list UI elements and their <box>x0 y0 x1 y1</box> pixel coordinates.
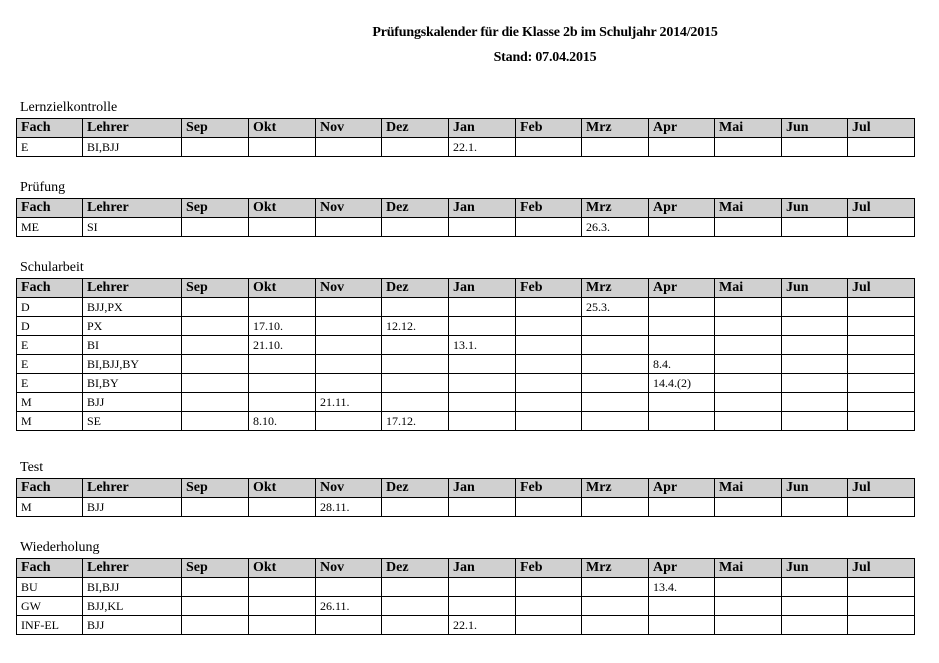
date-cell <box>382 393 449 412</box>
date-cell <box>782 336 848 355</box>
subject-cell: E <box>17 374 83 393</box>
date-cell <box>715 412 782 431</box>
column-header: Fach <box>17 479 83 498</box>
date-cell <box>782 355 848 374</box>
column-header: Jan <box>449 199 516 218</box>
date-cell <box>848 218 915 237</box>
date-cell <box>382 616 449 635</box>
date-cell <box>449 393 516 412</box>
date-cell: 12.12. <box>382 317 449 336</box>
column-header: Nov <box>316 559 382 578</box>
date-cell <box>449 597 516 616</box>
date-cell <box>649 298 715 317</box>
date-cell <box>582 355 649 374</box>
date-cell <box>848 336 915 355</box>
column-header: Fach <box>17 119 83 138</box>
date-cell <box>316 138 382 157</box>
date-cell <box>782 298 848 317</box>
date-cell <box>182 498 249 517</box>
table-row <box>17 298 915 317</box>
date-cell <box>382 578 449 597</box>
column-header: Apr <box>649 559 715 578</box>
column-header: Lehrer <box>83 559 182 578</box>
table-row <box>17 374 915 393</box>
column-header: Apr <box>649 119 715 138</box>
date-cell <box>715 336 782 355</box>
date-cell <box>182 218 249 237</box>
date-cell: 8.10. <box>249 412 316 431</box>
date-cell <box>848 298 915 317</box>
date-cell <box>715 298 782 317</box>
date-cell <box>649 616 715 635</box>
column-header: Okt <box>249 559 316 578</box>
column-header: Mai <box>715 559 782 578</box>
column-header: Nov <box>316 479 382 498</box>
column-header: Mai <box>715 479 782 498</box>
date-cell <box>182 393 249 412</box>
date-cell: 21.11. <box>316 393 382 412</box>
date-cell <box>249 616 316 635</box>
section-label: Prüfung <box>20 180 66 195</box>
subject-cell: GW <box>17 597 83 616</box>
column-header: Mrz <box>582 199 649 218</box>
column-header: Jan <box>449 559 516 578</box>
column-header: Lehrer <box>83 199 182 218</box>
column-header: Sep <box>182 479 249 498</box>
date-cell <box>249 138 316 157</box>
column-header: Feb <box>516 559 582 578</box>
column-header: Dez <box>382 119 449 138</box>
date-cell <box>316 218 382 237</box>
date-cell <box>316 374 382 393</box>
date-cell <box>249 218 316 237</box>
table-row <box>17 597 915 616</box>
teacher-cell: SI <box>83 218 182 237</box>
exam-table <box>16 478 915 517</box>
table-header-row <box>17 119 915 138</box>
date-cell <box>582 616 649 635</box>
date-cell <box>382 355 449 374</box>
date-cell: 22.1. <box>449 138 516 157</box>
column-header: Jul <box>848 199 915 218</box>
teacher-cell: BJJ,PX <box>83 298 182 317</box>
teacher-cell: BI,BJJ,BY <box>83 355 182 374</box>
date-cell <box>848 498 915 517</box>
date-cell <box>182 138 249 157</box>
column-header: Lehrer <box>83 279 182 298</box>
date-cell <box>848 317 915 336</box>
date-cell <box>516 498 582 517</box>
date-cell: 14.4.(2) <box>649 374 715 393</box>
column-header: Feb <box>516 199 582 218</box>
teacher-cell: PX <box>83 317 182 336</box>
date-cell <box>516 412 582 431</box>
column-header: Dez <box>382 479 449 498</box>
section-label: Wiederholung <box>20 540 100 555</box>
date-cell <box>715 498 782 517</box>
teacher-cell: BI,BY <box>83 374 182 393</box>
date-cell <box>715 355 782 374</box>
date-cell <box>182 336 249 355</box>
teacher-cell: SE <box>83 412 182 431</box>
date-cell <box>182 412 249 431</box>
date-cell <box>382 298 449 317</box>
date-cell <box>848 355 915 374</box>
subject-cell: M <box>17 412 83 431</box>
date-cell <box>449 578 516 597</box>
column-header: Fach <box>17 199 83 218</box>
column-header: Sep <box>182 119 249 138</box>
date-cell <box>182 298 249 317</box>
column-header: Dez <box>382 199 449 218</box>
date-cell: 22.1. <box>449 616 516 635</box>
subject-cell: M <box>17 393 83 412</box>
column-header: Jan <box>449 479 516 498</box>
date-cell <box>582 317 649 336</box>
date-cell: 13.4. <box>649 578 715 597</box>
column-header: Okt <box>249 199 316 218</box>
date-cell: 21.10. <box>249 336 316 355</box>
date-cell <box>848 597 915 616</box>
subject-cell: INF-EL <box>17 616 83 635</box>
date-cell <box>516 597 582 616</box>
subject-cell: ME <box>17 218 83 237</box>
subject-cell: D <box>17 317 83 336</box>
date-cell <box>516 616 582 635</box>
date-cell: 17.12. <box>382 412 449 431</box>
table-header-row <box>17 559 915 578</box>
column-header: Lehrer <box>83 479 182 498</box>
date-cell <box>582 412 649 431</box>
subject-cell: E <box>17 355 83 374</box>
date-cell <box>649 597 715 616</box>
exam-table <box>16 118 915 157</box>
date-cell <box>316 616 382 635</box>
column-header: Jan <box>449 279 516 298</box>
table-header-row <box>17 479 915 498</box>
date-cell <box>516 298 582 317</box>
column-header: Jul <box>848 559 915 578</box>
table-row <box>17 498 915 517</box>
table-row <box>17 336 915 355</box>
teacher-cell: BJJ <box>83 498 182 517</box>
date-cell <box>782 374 848 393</box>
column-header: Mai <box>715 279 782 298</box>
date-cell <box>649 412 715 431</box>
column-header: Mrz <box>582 559 649 578</box>
date-cell <box>582 578 649 597</box>
table-row <box>17 393 915 412</box>
exam-table <box>16 278 915 431</box>
date-cell <box>449 218 516 237</box>
column-header: Jun <box>782 479 848 498</box>
date-cell <box>382 374 449 393</box>
table-row <box>17 138 915 157</box>
date-cell: 28.11. <box>316 498 382 517</box>
teacher-cell: BJJ,KL <box>83 597 182 616</box>
date-cell <box>582 597 649 616</box>
date-cell <box>382 138 449 157</box>
date-cell <box>848 616 915 635</box>
date-cell <box>715 374 782 393</box>
date-cell <box>649 218 715 237</box>
date-cell <box>782 138 848 157</box>
date-cell <box>249 597 316 616</box>
column-header: Apr <box>649 279 715 298</box>
subject-cell: D <box>17 298 83 317</box>
teacher-cell: BI,BJJ <box>83 578 182 597</box>
column-header: Dez <box>382 559 449 578</box>
date-cell: 8.4. <box>649 355 715 374</box>
date-cell <box>249 374 316 393</box>
column-header: Jan <box>449 119 516 138</box>
date-cell <box>715 218 782 237</box>
column-header: Mrz <box>582 279 649 298</box>
table-row <box>17 218 915 237</box>
date-cell <box>782 218 848 237</box>
date-cell <box>715 393 782 412</box>
column-header: Feb <box>516 119 582 138</box>
date-cell <box>516 393 582 412</box>
date-cell <box>848 578 915 597</box>
date-cell <box>449 498 516 517</box>
teacher-cell: BI,BJJ <box>83 138 182 157</box>
date-cell <box>316 578 382 597</box>
column-header: Mai <box>715 119 782 138</box>
date-cell <box>382 218 449 237</box>
date-cell <box>649 317 715 336</box>
date-cell <box>782 616 848 635</box>
date-cell <box>182 578 249 597</box>
table-row <box>17 578 915 597</box>
subject-cell: E <box>17 138 83 157</box>
exam-table <box>16 558 915 635</box>
teacher-cell: BI <box>83 336 182 355</box>
column-header: Jun <box>782 119 848 138</box>
date-cell <box>316 298 382 317</box>
page-title: Prüfungskalender für die Klasse 2b im Schuljahr 2014/2015 <box>372 25 718 40</box>
table-row <box>17 412 915 431</box>
date-cell <box>316 317 382 336</box>
date-cell <box>249 498 316 517</box>
section-label: Schularbeit <box>20 260 84 275</box>
date-cell <box>848 393 915 412</box>
date-cell <box>582 498 649 517</box>
date-cell <box>649 138 715 157</box>
date-cell <box>449 298 516 317</box>
date-cell <box>582 393 649 412</box>
date-cell <box>715 597 782 616</box>
date-cell <box>316 412 382 431</box>
column-header: Jul <box>848 279 915 298</box>
date-cell: 13.1. <box>449 336 516 355</box>
column-header: Jun <box>782 199 848 218</box>
column-header: Nov <box>316 119 382 138</box>
date-cell <box>782 412 848 431</box>
table-row <box>17 616 915 635</box>
column-header: Okt <box>249 279 316 298</box>
date-cell <box>516 218 582 237</box>
column-header: Jul <box>848 479 915 498</box>
date-cell <box>182 355 249 374</box>
subject-cell: E <box>17 336 83 355</box>
page-subtitle: Stand: 07.04.2015 <box>493 50 597 65</box>
column-header: Feb <box>516 279 582 298</box>
column-header: Nov <box>316 199 382 218</box>
date-cell <box>449 355 516 374</box>
teacher-cell: BJJ <box>83 616 182 635</box>
date-cell <box>848 374 915 393</box>
exam-table <box>16 198 915 237</box>
date-cell <box>382 498 449 517</box>
date-cell <box>649 336 715 355</box>
column-header: Mai <box>715 199 782 218</box>
date-cell <box>449 317 516 336</box>
date-cell <box>516 578 582 597</box>
date-cell <box>582 374 649 393</box>
date-cell <box>449 412 516 431</box>
date-cell <box>316 355 382 374</box>
column-header: Okt <box>249 119 316 138</box>
date-cell <box>582 138 649 157</box>
date-cell <box>316 336 382 355</box>
date-cell <box>782 317 848 336</box>
date-cell <box>848 412 915 431</box>
subject-cell: M <box>17 498 83 517</box>
section-label: Lernzielkontrolle <box>20 100 118 115</box>
column-header: Sep <box>182 279 249 298</box>
date-cell: 25.3. <box>582 298 649 317</box>
column-header: Jun <box>782 559 848 578</box>
column-header: Jul <box>848 119 915 138</box>
column-header: Nov <box>316 279 382 298</box>
date-cell <box>182 616 249 635</box>
date-cell <box>382 336 449 355</box>
column-header: Apr <box>649 479 715 498</box>
column-header: Mrz <box>582 119 649 138</box>
column-header: Sep <box>182 199 249 218</box>
column-header: Okt <box>249 479 316 498</box>
date-cell <box>249 578 316 597</box>
column-header: Fach <box>17 559 83 578</box>
date-cell <box>582 336 649 355</box>
date-cell <box>715 138 782 157</box>
column-header: Mrz <box>582 479 649 498</box>
date-cell <box>182 374 249 393</box>
date-cell: 17.10. <box>249 317 316 336</box>
date-cell <box>516 355 582 374</box>
date-cell <box>782 498 848 517</box>
column-header: Dez <box>382 279 449 298</box>
date-cell <box>715 578 782 597</box>
column-header: Apr <box>649 199 715 218</box>
table-header-row <box>17 279 915 298</box>
date-cell <box>249 393 316 412</box>
date-cell <box>249 298 316 317</box>
table-row <box>17 355 915 374</box>
date-cell <box>782 597 848 616</box>
date-cell <box>382 597 449 616</box>
table-row <box>17 317 915 336</box>
date-cell <box>782 393 848 412</box>
date-cell <box>848 138 915 157</box>
date-cell <box>649 498 715 517</box>
date-cell: 26.11. <box>316 597 382 616</box>
subject-cell: BU <box>17 578 83 597</box>
date-cell <box>715 616 782 635</box>
column-header: Fach <box>17 279 83 298</box>
date-cell <box>249 355 316 374</box>
column-header: Lehrer <box>83 119 182 138</box>
column-header: Feb <box>516 479 582 498</box>
section-label: Test <box>20 460 44 475</box>
date-cell <box>516 317 582 336</box>
date-cell <box>449 374 516 393</box>
date-cell <box>782 578 848 597</box>
date-cell <box>182 597 249 616</box>
column-header: Jun <box>782 279 848 298</box>
date-cell <box>182 317 249 336</box>
teacher-cell: BJJ <box>83 393 182 412</box>
date-cell <box>516 138 582 157</box>
table-header-row <box>17 199 915 218</box>
date-cell: 26.3. <box>582 218 649 237</box>
date-cell <box>516 336 582 355</box>
date-cell <box>715 317 782 336</box>
date-cell <box>516 374 582 393</box>
column-header: Sep <box>182 559 249 578</box>
date-cell <box>649 393 715 412</box>
